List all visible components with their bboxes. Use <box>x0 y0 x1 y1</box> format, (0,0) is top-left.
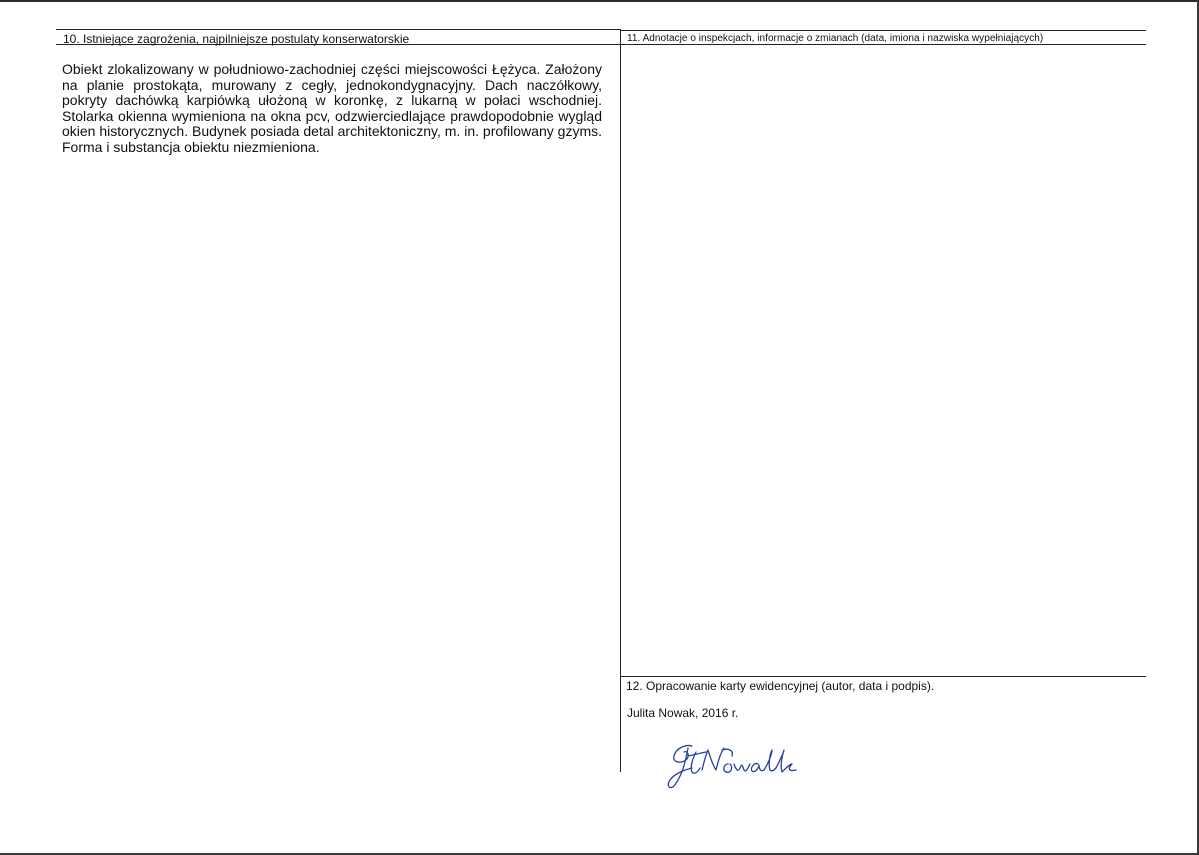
section-10-label: 10. Istniejące zagrożenia, najpilniejsze postulaty konserwatorskie <box>63 32 410 46</box>
section-11-label: 11. Adnotacje o inspekcjach, informacje o zmianach (data, imiona i nazwiska wypełniających) <box>627 33 1044 44</box>
section-12-top-rule <box>621 676 1146 677</box>
scan-edge-top <box>0 0 1199 2</box>
section-10-top-rule <box>56 29 621 30</box>
handwritten-signature <box>662 742 812 792</box>
section-10-description: Obiekt zlokalizowany w południowo-zachodniej części miejscowości Łężyca. Założony na planie prostokąta, murowany z cegły, jednokondygnacyjny. Dach naczółkowy, pokryty dachówką karpiówką ułożoną w koronkę, z lukarną w połaci wschodniej. Stolarka okienna wymieniona na okna pcv, odzwierciedlające prawdopodobnie wygląd okien historycznych. Budynek posiada detal architektoniczny, m. in. profilowany gzyms. Forma i substancja obiektu niezmieniona. <box>62 61 602 155</box>
section-11-top-rule <box>621 30 1146 31</box>
section-12-label: 12. Opracowanie karty ewidencyjnej (autor, data i podpis). <box>626 679 935 693</box>
column-divider <box>620 29 621 772</box>
author-and-date: Julita Nowak, 2016 r. <box>627 706 739 720</box>
section-11-header-rule <box>621 44 1146 45</box>
